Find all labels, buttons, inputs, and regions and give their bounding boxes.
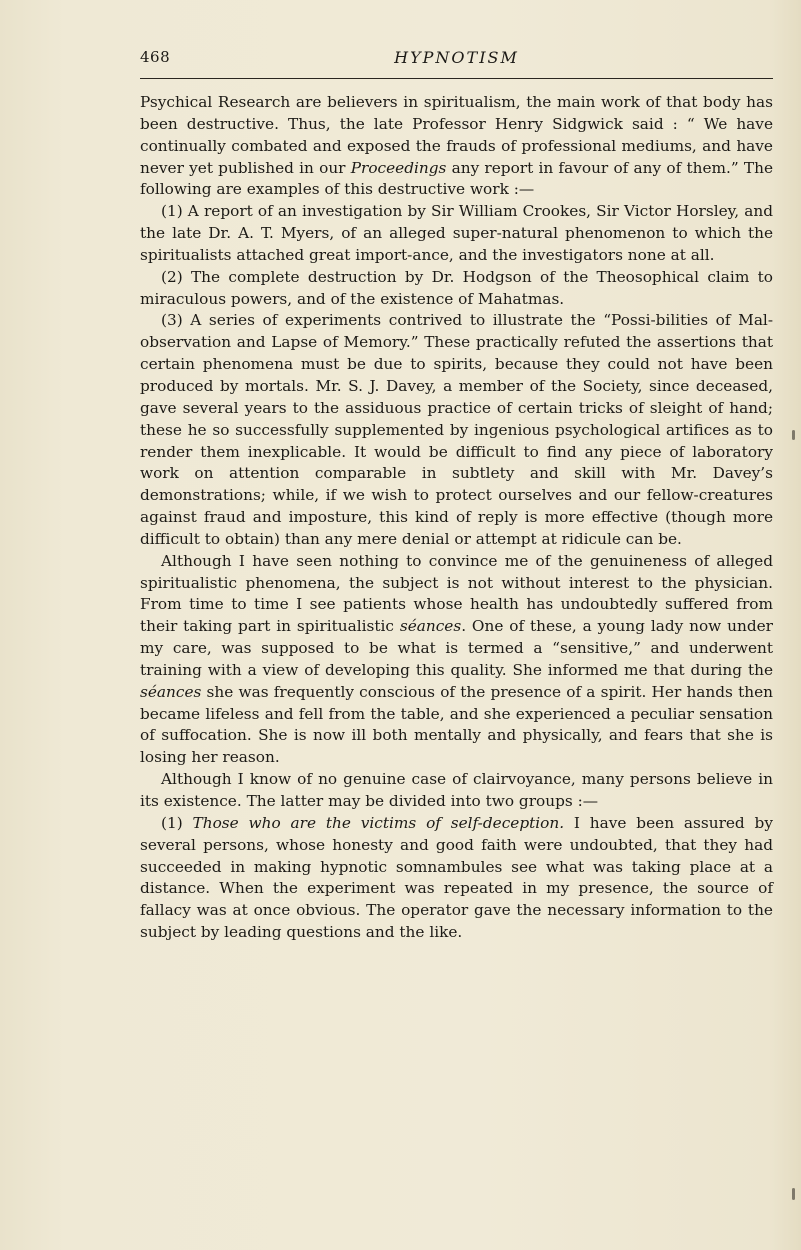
text-span: any report in favour of any of them.” The following are examples of this destructive work :—	[140, 158, 774, 199]
page-number: 468	[140, 48, 171, 66]
paragraph	[140, 310, 773, 550]
text-span: (1)	[161, 813, 193, 832]
italic-span: Proceedings	[350, 158, 447, 177]
italic-span: séances	[399, 617, 462, 636]
italic-span: séances	[140, 682, 202, 701]
body-text	[140, 92, 773, 944]
text-span: . One of these, a young lady now under my care, was supposed to be what is termed a “sensitive,” and underwent training with a view of developing this quality. She informed me that during the	[140, 617, 773, 679]
paper-speck	[792, 1188, 795, 1200]
page-header	[140, 44, 773, 79]
paragraph	[140, 92, 773, 201]
text-span: (3) A series of experiments contrived to illustrate the “Possi-bilities of Mal-observation and Lapse of Memory.” These practically refuted the assertions that certain phenomena must be due to spirits, because they could not have been produced by mortals. Mr. S. J. Davey, a member of the Society, since deceased, gave several years to the assiduous practice of certain tricks of sleight of hand; these he so successfully supplemented by ingenious psychological artifices as to render them inexplicable. It would be difficult to find any piece of laboratory work on attention comparable in subtlety and skill with Mr. Davey’s demonstrations; while, if we wish to protect ourselves and our fellow-creatures against fraud and imposture, this kind of reply is more effective (though more difficult to obtain) than any mere denial or attempt at ridicule can be.	[140, 311, 773, 548]
paragraph	[140, 201, 773, 267]
text-span: she was frequently conscious of the presence of a spirit. Her hands then became lifeless and fell from the table, and she experienced a peculiar sensation of suffocation. She is now ill both mentally and physically, and fears that she is losing her reason.	[140, 682, 773, 767]
paragraph	[140, 813, 773, 944]
text-span: Although I have seen nothing to convince me of the genuineness of alleged spiritualistic phenomena, the subject is not without interest to the physician. From time to time I see patients whose health has undoubtedly suffered from their taking part in spiritualistic	[140, 551, 773, 636]
text-span: (1) A report of an investigation by Sir William Crookes, Sir Victor Horsley, and the late Dr. A. T. Myers, of an alleged super-natural phenomenon to which the spiritualists attached great import-ance, and the investigators none at all.	[140, 202, 773, 264]
italic-span: Those who are the victims of self-deception.	[192, 813, 565, 832]
text-span: Psychical Research are believers in spiritualism, the main work of that body has been destructive. Thus, the late Professor Henry Sidgwick said : “ We have continually combated and exposed the frauds of professional mediums, and have never yet published in our	[140, 93, 773, 177]
text-span: (2) The complete destruction by Dr. Hodgson of the Theosophical claim to miraculous powers, and of the existence of Mahatmas.	[140, 267, 773, 308]
text-span: Although I know of no genuine case of clairvoyance, many persons believe in its existence. The latter may be divided into two groups :—	[140, 770, 773, 810]
running-head: HYPNOTISM	[394, 48, 519, 67]
text-span: I have been assured by several persons, whose honesty and good faith were undoubted, that they had succeeded in making hypnotic somnambules see what was taking place at a distance. When the experiment was repeated in my presence, the source of fallacy was at once obvious. The operator gave the necessary information to the subject by leading questions and the like.	[140, 813, 773, 942]
paper-speck	[792, 430, 795, 440]
paragraph	[140, 267, 773, 311]
paragraph	[140, 769, 773, 813]
paragraph	[140, 551, 773, 769]
